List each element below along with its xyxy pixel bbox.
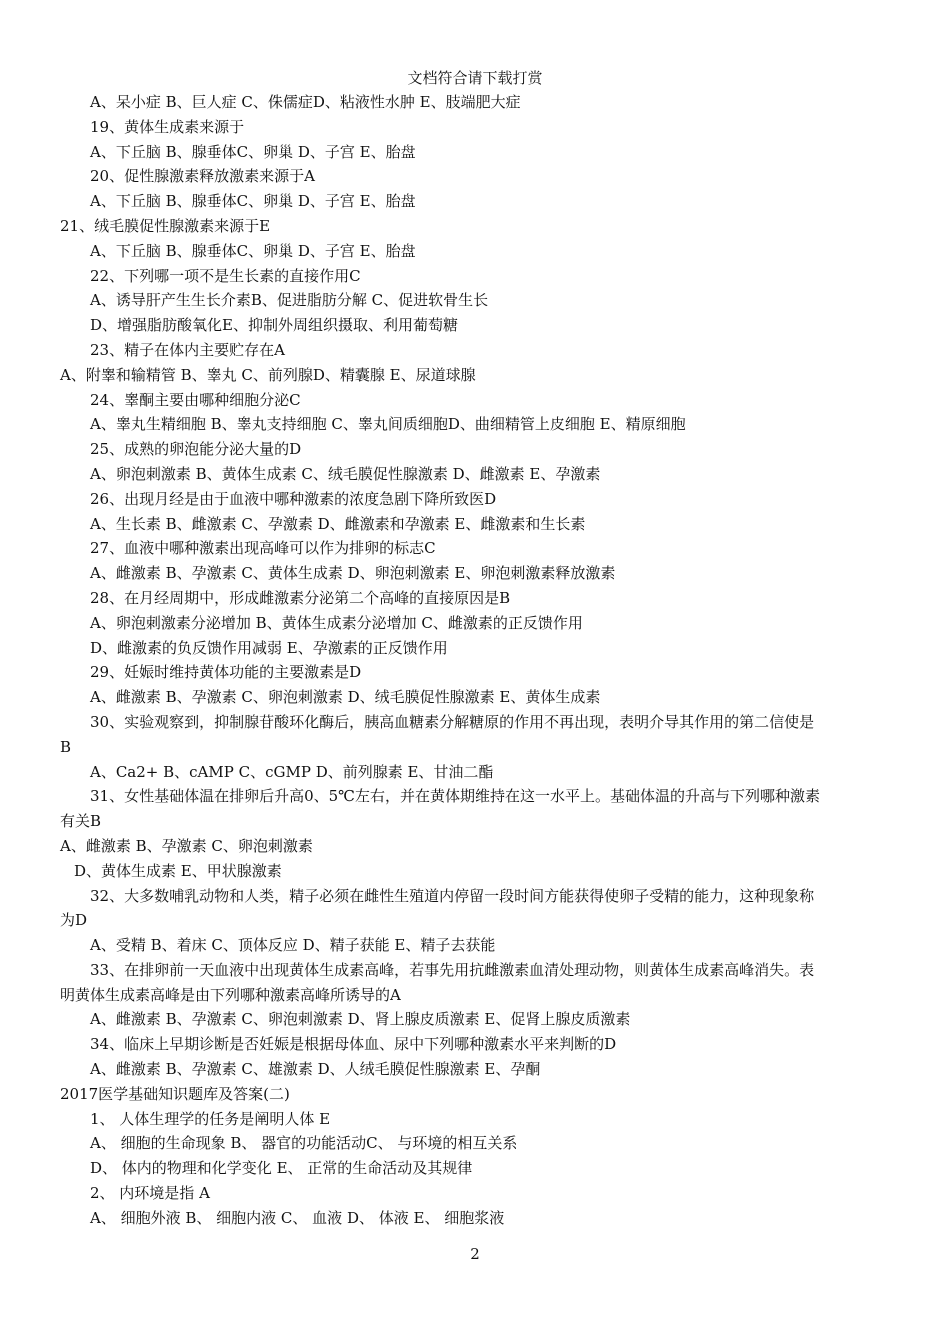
text-line: 34、临床上早期诊断是否妊娠是根据母体血、尿中下列哪种激素水平来判断的D [90,1035,617,1054]
text-line: 23、精子在体内主要贮存在A [90,340,285,359]
text-line: A、下丘脑 B、腺垂体C、卵巢 D、子宫 E、胎盘 [90,192,416,211]
text-line: 27、血液中哪种激素出现高峰可以作为排卵的标志C [90,539,436,558]
text-line: 2、 内环境是指 A [90,1184,210,1203]
page-number: 2 [470,1245,480,1263]
text-line: B [60,737,72,756]
text-line: A、卵泡刺激素分泌增加 B、黄体生成素分泌增加 C、雌激素的正反馈作用 [90,613,583,632]
text-line: 21、绒毛膜促性腺激素来源于E [60,216,271,235]
text-line: A、诱导肝产生生长介素B、促进脂肪分解 C、促进软骨生长 [90,291,489,310]
text-line: A、雌激素 B、孕激素 C、卵泡刺激素 D、肾上腺皮质激素 E、促肾上腺皮质激素 [90,1010,631,1029]
text-line: A、雌激素 B、孕激素 C、雄激素 D、人绒毛膜促性腺激素 E、孕酮 [90,1060,541,1079]
text-line: 24、睾酮主要由哪种细胞分泌C [90,390,301,409]
text-line: A、 细胞外液 B、 细胞内液 C、 血液 D、 体液 E、 细胞浆液 [90,1208,505,1227]
text-line: 33、在排卵前一天血液中出现黄体生成素高峰，若事先用抗雌激素血清处理动物，则黄体生成素高峰消失。表 [90,960,815,979]
text-line: 为D [60,911,88,930]
text-line: A、卵泡刺激素 B、黄体生成素 C、绒毛膜促性腺激素 D、雌激素 E、孕激素 [90,464,601,483]
text-line: A、呆小症 B、巨人症 C、侏儒症D、粘液性水肿 E、肢端肥大症 [90,93,521,111]
text-line: 19、黄体生成素来源于 [90,117,245,136]
text-line: 28、在月经周期中，形成雌激素分泌第二个高峰的直接原因是B [90,588,511,607]
text-line: 有关B [60,812,102,831]
text-line: A、雌激素 B、孕激素 C、卵泡刺激素 D、绒毛膜促性腺激素 E、黄体生成素 [90,688,601,707]
text-line: 30、实验观察到，抑制腺苷酸环化酶后，胰高血糖素分解糖原的作用不再出现，表明介导其作用的第二信使是 [90,712,815,731]
text-line: A、下丘脑 B、腺垂体C、卵巢 D、子宫 E、胎盘 [90,142,416,161]
text-line: 明黄体生成素高峰是由下列哪种激素高峰所诱导的A [60,985,401,1004]
text-line: A、睾丸生精细胞 B、睾丸支持细胞 C、睾丸间质细胞D、曲细精管上皮细胞 E、精原细胞 [90,415,686,434]
text-line: A、雌激素 B、孕激素 C、黄体生成素 D、卵泡刺激素 E、卵泡刺激素释放激素 [90,564,616,583]
text-line: D、雌激素的负反馈作用减弱 E、孕激素的正反馈作用 [90,638,448,657]
page-header: 文档符合请下载打赏 [407,69,543,87]
text-line: D、黄体生成素 E、甲状腺激素 [74,861,282,880]
text-line: 2017医学基础知识题库及答案(二) [60,1084,290,1103]
text-line: 25、成熟的卵泡能分泌大量的D [90,440,302,459]
text-line: A、受精 B、着床 C、顶体反应 D、精子获能 E、精子去获能 [90,936,496,955]
text-line: D、 体内的物理和化学变化 E、 正常的生命活动及其规律 [90,1159,473,1178]
text-line: 20、促性腺激素释放激素来源于A [90,167,315,186]
text-line: 32、大多数哺乳动物和人类，精子必须在雌性生殖道内停留一段时间方能获得使卵子受精的能力，这种现象称 [90,886,815,905]
text-line: 22、下列哪一项不是生长素的直接作用C [90,266,361,285]
text-line: 26、出现月经是由于血液中哪种激素的浓度急剧下降所致医D [90,489,497,508]
text-line: A、生长素 B、雌激素 C、孕激素 D、雌激素和孕激素 E、雌激素和生长素 [90,514,586,533]
text-line: A、Ca2+ B、cAMP C、cGMP D、前列腺素 E、甘油二酯 [90,762,494,781]
document-body [60,90,896,1231]
text-line: A、下丘脑 B、腺垂体C、卵巢 D、子宫 E、胎盘 [90,241,416,260]
text-line: A、附睾和输精管 B、睾丸 C、前列腺D、精囊腺 E、尿道球腺 [60,365,476,384]
text-line: A、 细胞的生命现象 B、 器官的功能活动C、 与环境的相互关系 [90,1134,518,1153]
text-line: 29、妊娠时维持黄体功能的主要激素是D [90,663,362,682]
text-line: D、增强脂肪酸氧化E、抑制外周组织摄取、利用葡萄糖 [90,316,458,335]
text-line: A、雌激素 B、孕激素 C、卵泡刺激素 [60,836,313,855]
text-line: 31、女性基础体温在排卵后升高0、5℃左右，并在黄体期维持在这一水平上。基础体温的升高与下列哪种激素 [90,787,820,806]
text-line: 1、 人体生理学的任务是阐明人体 E [90,1109,331,1128]
